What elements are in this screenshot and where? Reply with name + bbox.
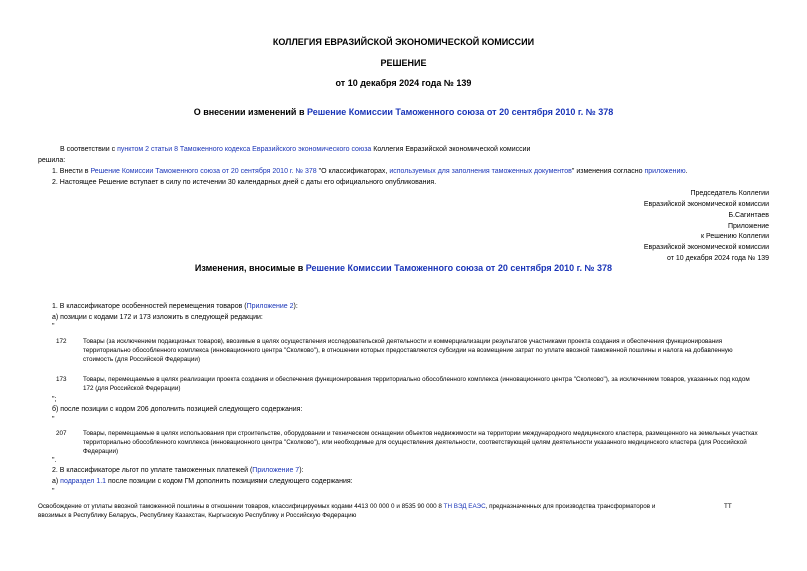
signature-position: Председатель Коллегии [690,190,769,197]
item1-prefix: 1. Внести в [52,168,91,175]
code-172: 172 [56,338,67,345]
annex-title [0,263,807,273]
annex-org: Евразийской экономической комиссии [643,244,769,251]
code-207: 207 [56,430,67,437]
decision-item-2: 2. Настоящее Решение вступает в силу по истечении 30 календарных дней с даты его официального опубликования. [52,179,437,186]
appendix-2-link[interactable]: Приложение 2 [246,303,294,310]
doc-title-prefix: О внесении изменений в [193,107,307,117]
decided-label: решила: [38,157,66,164]
exemption-line-1 [38,502,655,511]
section-1b: б) после позиции с кодом 206 дополнить позицией следующего содержания: [52,406,303,413]
section-2a-prefix: а) [52,478,61,485]
annex-link[interactable]: приложению [644,168,686,175]
code-173: 173 [56,376,67,383]
preamble-line [60,145,530,155]
section-2-prefix: 2. В классификаторе льгот по уплате таможенных платежей ( [52,467,253,474]
section-2a-suffix: после позиции с кодом ГМ дополнить позициями следующего содержания: [106,478,353,485]
signature-name: Б.Сагинтаев [728,212,769,219]
decision-item-1 [52,167,688,177]
doc-title [0,107,807,117]
decision-378-link[interactable]: Решение Комиссии Таможенного союза от 20 сентября 2010 г. № 378 [90,168,317,175]
doc-title-link[interactable]: Решение Комиссии Таможенного союза от 20 сентября 2010 г. № 378 [306,107,614,117]
tk-article-link[interactable]: пунктом 2 статьи 8 Таможенного кодекса Евразийского экономического союза [117,146,372,153]
annex-title-link[interactable]: Решение Комиссии Таможенного союза от 20 сентября 2010 г. № 378 [305,263,613,273]
section-2-suffix: ): [299,467,304,474]
item1-end: . [685,168,688,175]
tnved-link[interactable]: ТН ВЭД ЕАЭС [443,503,486,510]
annex-title-prefix: Изменения, вносимые в [194,263,306,273]
exemption-prefix: Освобождение от уплаты ввозной таможенной пошлины в отношении товаров, классифицируемых кодами 4413 00 000 0 и 8535 90 000 8 [38,503,444,510]
preamble-text-end: Коллегия Евразийской экономической комиссии [371,146,531,153]
item1-mid: "О классификаторах, [316,168,390,175]
quote-open-3: " [52,488,55,495]
row-207-text: Товары, перемещаемые в целях использования при строительстве, оборудовании и техническом оснащении объектов недвижимости на территории международного медицинского кластера, размещенного на земельных участках территориально обособленного комплекса (инновационного центра "Сколково"), или необходимые для осуществления деятельности, соответствующей целям деятельности указанного медицинского кластера (для Российской Федерации) [83,430,758,455]
section-1-suffix: ): [293,303,298,310]
doc-date: от 10 декабря 2024 года № 139 [335,78,472,88]
annex-label: Приложение [727,223,769,230]
section-1 [52,302,298,312]
row-172-text: Товары (за исключением подакцизных товаров), ввозимые в целях осуществления исследовательской деятельности и коммерциализации результатов участниками проекта создания и обеспечения функционирования территориально обособленного комплекса (инновационного центра "Сколково"), в отношении которых предоставляются субсидии на возмещение затрат по уплате ввозной таможенной пошлины и налога на добавленную стоимость (для Российской Федерации) [83,338,733,363]
row-173-text: Товары, перемещаемые в целях реализации проекта создания и обеспечения функционирования территориально обособленного комплекса (инновационного центра "Сколково"), за исключением товаров, указанных под кодом 172 (для Российской Федерации) [83,376,750,392]
section-2a [52,477,353,487]
org-name: КОЛЛЕГИЯ ЕВРАЗИЙСКОЙ ЭКОНОМИЧЕСКОЙ КОМИССИИ [272,37,535,47]
exemption-suffix: , предназначенных для производства трансформаторов и [485,503,656,510]
quote-close: "; [52,396,57,403]
section-1a: а) позиции с кодами 172 и 173 изложить в следующей редакции: [52,314,263,321]
exemption-line-2: ввозимых в Республику Беларусь, Республику Казахстан, Кыргызскую Республику и Российскую Федерацию [38,512,357,519]
signature-org: Евразийской экономической комиссии [643,201,769,208]
exemption-code: ТТ [724,503,732,510]
item1-mid2: " изменения согласно [571,168,645,175]
doc-type: РЕШЕНИЕ [380,58,427,68]
subsection-1-1-link[interactable]: подраздел 1.1 [60,478,107,485]
classifiers-link[interactable]: используемых для заполнения таможенных документов [389,168,572,175]
appendix-7-link[interactable]: Приложение 7 [252,467,300,474]
annex-to-decision: к Решению Коллегии [701,233,769,240]
quote-open: " [52,323,55,330]
annex-date: от 10 декабря 2024 года № 139 [667,255,769,262]
quote-close-2: ". [52,457,57,464]
preamble-text: В соответствии с [60,146,118,153]
section-1-prefix: 1. В классификаторе особенностей перемещения товаров ( [52,303,247,310]
section-2 [52,466,303,476]
quote-open-2: " [52,416,55,423]
